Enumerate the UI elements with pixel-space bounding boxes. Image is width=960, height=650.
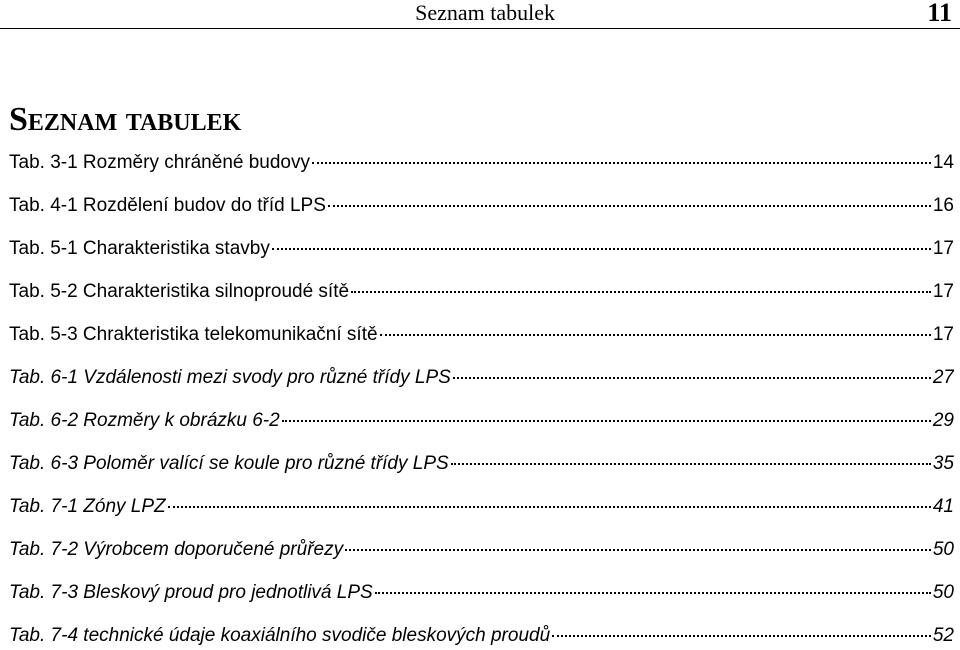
toc-entry-page-number[interactable]: 17 [932,281,954,302]
toc-entry-title[interactable]: Tab. 6-2 Rozměry k obrázku 6-2 [9,410,280,431]
toc-entry-title[interactable]: Tab. 5-1 Charakteristika stavby [9,238,270,259]
dotted-leader [328,204,931,207]
dotted-leader [351,290,931,293]
dotted-leader [272,247,931,250]
toc-entry-page-number[interactable]: 27 [932,367,954,388]
toc-entry-page-number[interactable]: 16 [932,195,954,216]
toc-entry-title[interactable]: Tab. 4-1 Rozdělení budov do tříd LPS [9,195,326,216]
toc-entry-title[interactable]: Tab. 5-2 Charakteristika silnoproudé sítě [9,281,350,302]
toc-entry-page-number[interactable]: 29 [932,410,954,431]
dotted-leader [552,634,931,637]
toc-entry[interactable] [9,152,954,174]
toc-entry[interactable] [9,238,954,260]
toc-entry-title[interactable]: Tab. 7-4 technické údaje koaxiálního svodiče bleskových proudů [9,625,551,646]
toc-entry-title[interactable]: Tab. 7-2 Výrobcem doporučené průřezy [9,539,344,560]
dotted-leader [312,161,931,164]
toc-entry-page-number[interactable]: 17 [932,324,954,345]
toc-entry[interactable] [9,453,954,475]
toc-entry-title[interactable]: Tab. 7-1 Zóny LPZ [9,496,166,517]
toc-entry[interactable] [9,195,954,217]
running-header [0,0,960,29]
dotted-leader [453,376,931,379]
toc-entry[interactable] [9,410,954,432]
table-list [9,152,954,650]
toc-entry-page-number[interactable]: 17 [932,238,954,259]
dotted-leader [375,591,931,594]
section-heading: Seznam tabulek [9,101,242,138]
toc-entry[interactable] [9,539,954,561]
page-number: 11 [927,0,952,27]
dotted-leader [345,548,931,551]
toc-entry-title[interactable]: Tab. 7-3 Bleskový proud pro jednotlivá LPS [9,582,373,603]
toc-entry-page-number[interactable]: 41 [932,496,954,517]
dotted-leader [451,462,931,465]
header-title: Seznam tabulek [415,0,555,25]
toc-entry-page-number[interactable]: 14 [932,152,954,173]
toc-entry-page-number[interactable]: 50 [932,582,954,603]
dotted-leader [282,419,931,422]
toc-entry-title[interactable]: Tab. 6-3 Poloměr valící se koule pro různé třídy LPS [9,453,449,474]
toc-entry-title[interactable]: Tab. 3-1 Rozměry chráněné budovy [9,152,310,173]
toc-entry-title[interactable]: Tab. 6-1 Vzdálenosti mezi svody pro různé třídy LPS [9,367,451,388]
toc-entry[interactable] [9,582,954,604]
toc-entry-title[interactable]: Tab. 5-3 Chrakteristika telekomunikační sítě [9,324,378,345]
toc-entry[interactable] [9,496,954,518]
toc-entry-page-number[interactable]: 52 [932,625,954,646]
dotted-leader [168,505,931,508]
toc-entry[interactable] [9,625,954,647]
dotted-leader [380,333,931,336]
toc-entry-page-number[interactable]: 50 [932,539,954,560]
toc-entry[interactable] [9,281,954,303]
toc-entry[interactable] [9,324,954,346]
toc-entry-page-number[interactable]: 35 [932,453,954,474]
toc-entry[interactable] [9,367,954,389]
